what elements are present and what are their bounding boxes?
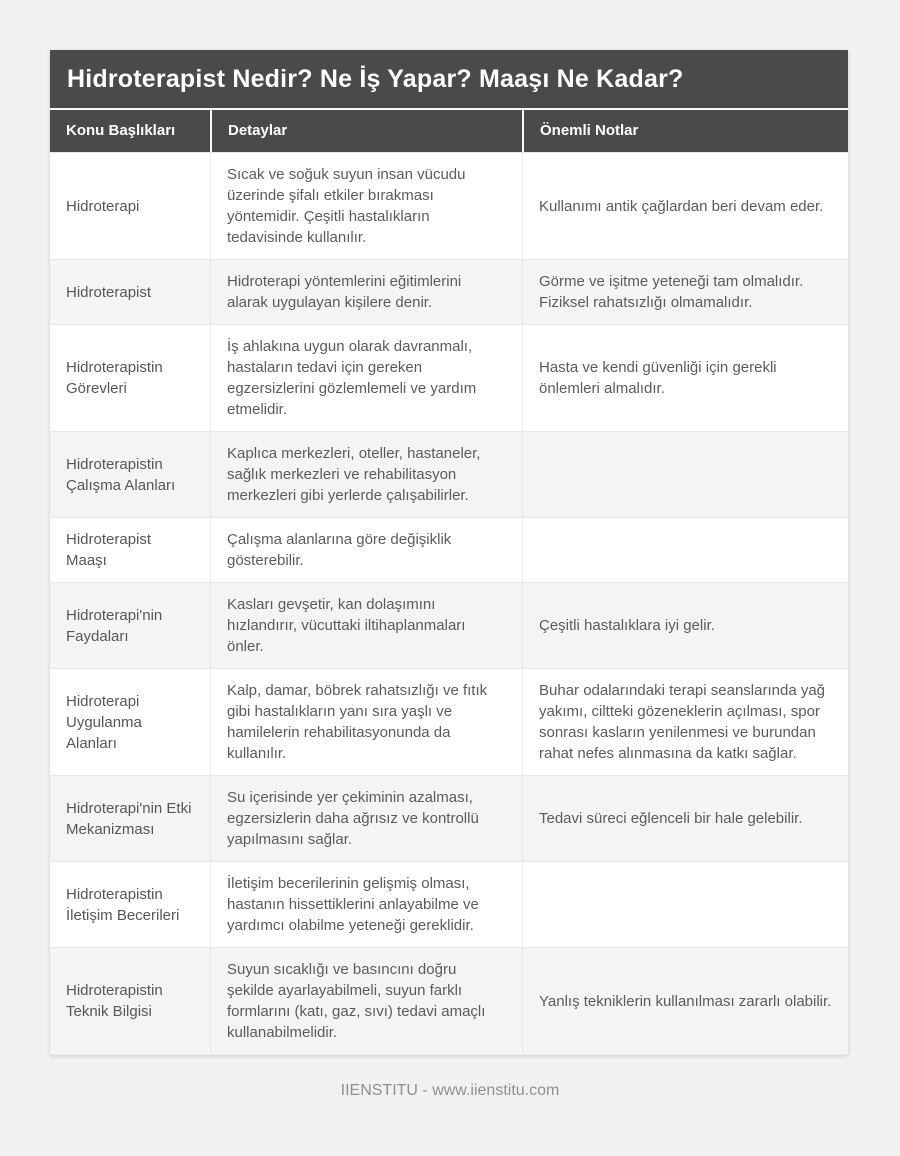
row-topic-cell: Hidroterapi Uygulanma Alanları — [50, 668, 210, 775]
row-notes-cell: Tedavi süreci eğlenceli bir hale gelebilir. — [522, 775, 848, 861]
row-topic-cell: Hidroterapistin Görevleri — [50, 324, 210, 431]
table-body — [50, 152, 848, 1055]
row-topic-cell: Hidroterapi'nin Faydaları — [50, 582, 210, 668]
row-details-cell: Suyun sıcaklığı ve basıncını doğru şekilde ayarlayabilmeli, suyun farklı formlarını (katı, gaz, sıvı) tedavi amaçlı kullanabilmelidir. — [210, 947, 522, 1054]
row-topic-cell: Hidroterapist Maaşı — [50, 517, 210, 582]
row-notes-cell: Görme ve işitme yeteneği tam olmalıdır. Fiziksel rahatsızlığı olmamalıdır. — [522, 259, 848, 324]
row-details-cell: Kasları gevşetir, kan dolaşımını hızlandırır, vücuttaki iltihaplanmaları önler. — [210, 582, 522, 668]
row-details-cell: Su içerisinde yer çekiminin azalması, egzersizlerin daha ağrısız ve kontrollü yapılmasını sağlar. — [210, 775, 522, 861]
row-notes-cell — [522, 517, 848, 582]
row-topic-cell: Hidroterapistin Çalışma Alanları — [50, 431, 210, 517]
table-row — [50, 517, 848, 582]
table-row — [50, 775, 848, 861]
row-details-cell: Sıcak ve soğuk suyun insan vücudu üzerinde şifalı etkiler bırakması yöntemidir. Çeşitli hastalıkların tedavisinde kullanılır. — [210, 152, 522, 259]
row-notes-cell: Kullanımı antik çağlardan beri devam eder. — [522, 152, 848, 259]
column-header-details: Detaylar — [210, 110, 522, 152]
row-details-cell: İletişim becerilerinin gelişmiş olması, hastanın hissettiklerini anlayabilme ve yardımcı olabilme yeteneği gereklidir. — [210, 861, 522, 947]
table-row — [50, 431, 848, 517]
page-title: Hidroterapist Nedir? Ne İş Yapar? Maaşı Ne Kadar? — [50, 50, 848, 108]
column-header-notes: Önemli Notlar — [522, 110, 848, 152]
row-topic-cell: Hidroterapist — [50, 259, 210, 324]
table-header-row — [50, 108, 848, 152]
row-details-cell: Çalışma alanlarına göre değişiklik gösterebilir. — [210, 517, 522, 582]
table-row — [50, 259, 848, 324]
row-topic-cell: Hidroterapistin İletişim Becerileri — [50, 861, 210, 947]
table-row — [50, 861, 848, 947]
row-topic-cell: Hidroterapistin Teknik Bilgisi — [50, 947, 210, 1054]
info-table-card — [50, 50, 848, 1055]
row-notes-cell: Buhar odalarındaki terapi seanslarında yağ yakımı, ciltteki gözeneklerin açılması, spor sonrası kasların yenilenmesi ve burundan rahat nefes alınmasına da katkı sağlar. — [522, 668, 848, 775]
footer-text: IIENSTITU - www.iienstitu.com — [340, 1082, 560, 1099]
row-details-cell: Hidroterapi yöntemlerini eğitimlerini alarak uygulayan kişilere denir. — [210, 259, 522, 324]
row-topic-cell: Hidroterapi'nin Etki Mekanizması — [50, 775, 210, 861]
row-notes-cell — [522, 861, 848, 947]
column-header-topics: Konu Başlıkları — [50, 110, 210, 152]
row-notes-cell: Hasta ve kendi güvenliği için gerekli önlemleri almalıdır. — [522, 324, 848, 431]
table-row — [50, 947, 848, 1054]
row-details-cell: Kaplıca merkezleri, oteller, hastaneler, sağlık merkezleri ve rehabilitasyon merkezleri gibi yerlerde çalışabilirler. — [210, 431, 522, 517]
table-row — [50, 152, 848, 259]
table-row — [50, 668, 848, 775]
table-row — [50, 582, 848, 668]
row-notes-cell: Yanlış tekniklerin kullanılması zararlı olabilir. — [522, 947, 848, 1054]
row-topic-cell: Hidroterapi — [50, 152, 210, 259]
table-row — [50, 324, 848, 431]
row-notes-cell — [522, 431, 848, 517]
row-details-cell: Kalp, damar, böbrek rahatsızlığı ve fıtık gibi hastalıkların yanı sıra yaşlı ve hamilelerin rehabilitasyonunda da kullanılır. — [210, 668, 522, 775]
row-details-cell: İş ahlakına uygun olarak davranmalı, hastaların tedavi için gereken egzersizlerini gözlemlemeli ve yardım etmelidir. — [210, 324, 522, 431]
row-notes-cell: Çeşitli hastalıklara iyi gelir. — [522, 582, 848, 668]
